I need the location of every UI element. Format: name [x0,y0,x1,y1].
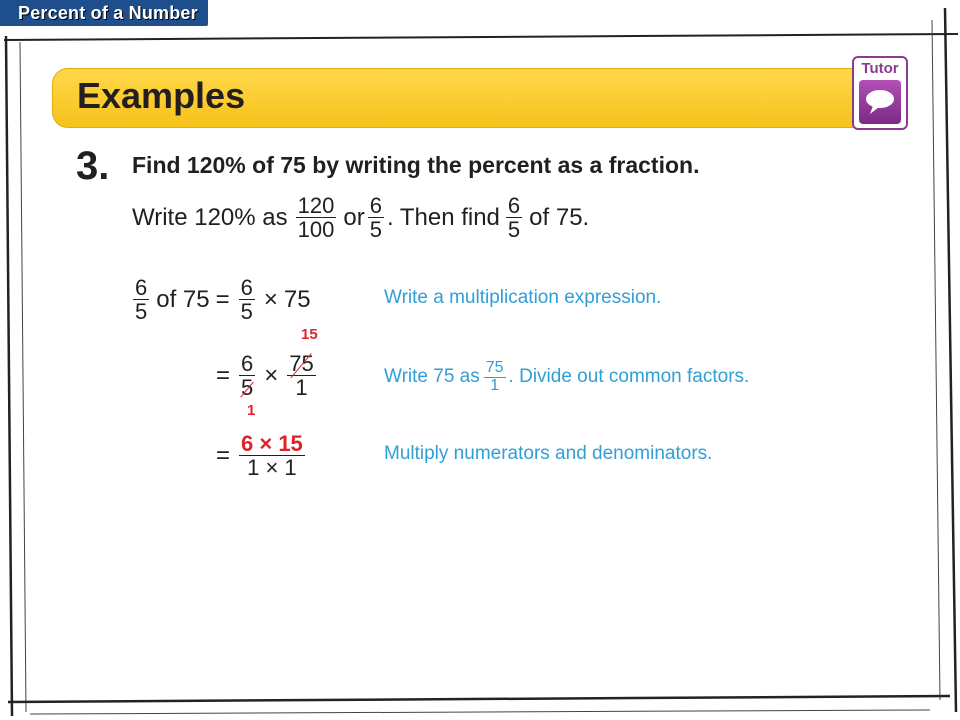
fraction-numerator: 75 [485,359,504,376]
fraction-75-1 [484,360,506,395]
banner-title: Examples [77,75,246,116]
equals-sign: = [215,285,230,313]
fraction-numerator: 6 × 15 [241,431,303,456]
cancel-result-bottom: 1 [247,402,256,419]
fraction-denominator: 1 [295,375,308,401]
fraction-6-5 [239,276,255,323]
fraction-numerator: 6 [135,275,148,300]
equals-sign: = [216,361,231,389]
note-1-text: Write a multiplication expression. [384,287,662,308]
fraction-numerator-cancelled: 75 [289,351,314,376]
fraction-denominator-cancelled: 5 [241,375,254,401]
step-1 [130,276,311,323]
examples-banner [52,68,884,128]
note-2-text: Write 75 as [384,366,480,388]
fraction-denominator: 5 [369,217,382,243]
fraction-numerator: 6 [240,275,253,300]
fraction-denominator: 1 [490,376,500,394]
fraction-denominator: 100 [297,217,335,243]
note-3-text: Multiply numerators and denominators. [384,443,713,464]
fraction-product [239,432,305,479]
cancel-result-top: 15 [301,326,318,343]
intro-text-4: of 75. [529,203,590,231]
note-3 [384,443,712,465]
fraction-120-100 [296,194,337,241]
fraction-numerator: 6 [507,193,521,218]
equals-sign: = [216,441,231,469]
intro-text-3: . Then find [386,203,500,231]
intro-text-2: or [343,203,365,231]
step-1-value: 75 [283,285,311,313]
section-title-tag: Percent of a Number [0,0,208,26]
fraction-denominator: 1 × 1 [247,455,297,481]
example-task: Find 120% of 75 by writing the percent as a fraction. [132,152,700,178]
tutor-button[interactable] [852,56,908,130]
fraction-6-5 [368,194,384,241]
example-number: 3. [76,144,110,188]
fraction-75-1 [287,352,315,399]
step-1-of: of 75 [156,285,210,313]
times-sign: × [264,361,279,389]
fraction-numerator: 6 [241,351,254,376]
fraction-numerator: 120 [297,193,335,218]
note-2 [384,360,749,395]
fraction-denominator: 5 [240,299,253,325]
step-2 [216,352,319,399]
fraction-6-5 [133,276,149,323]
fraction-6-5 [506,194,522,241]
fraction-numerator: 6 [369,193,382,218]
intro-text-1: Write 120% as [132,203,288,231]
fraction-denominator: 5 [135,299,148,325]
times-sign: × [263,285,278,313]
tutor-label: Tutor [861,60,899,77]
note-1 [384,287,661,309]
step-3 [216,432,308,479]
fraction-denominator: 5 [507,217,521,243]
speech-bubble-icon [859,80,901,124]
fraction-6-5 [239,352,255,399]
note-2-text-end: . Divide out common factors. [508,366,750,388]
intro-line [132,194,589,241]
